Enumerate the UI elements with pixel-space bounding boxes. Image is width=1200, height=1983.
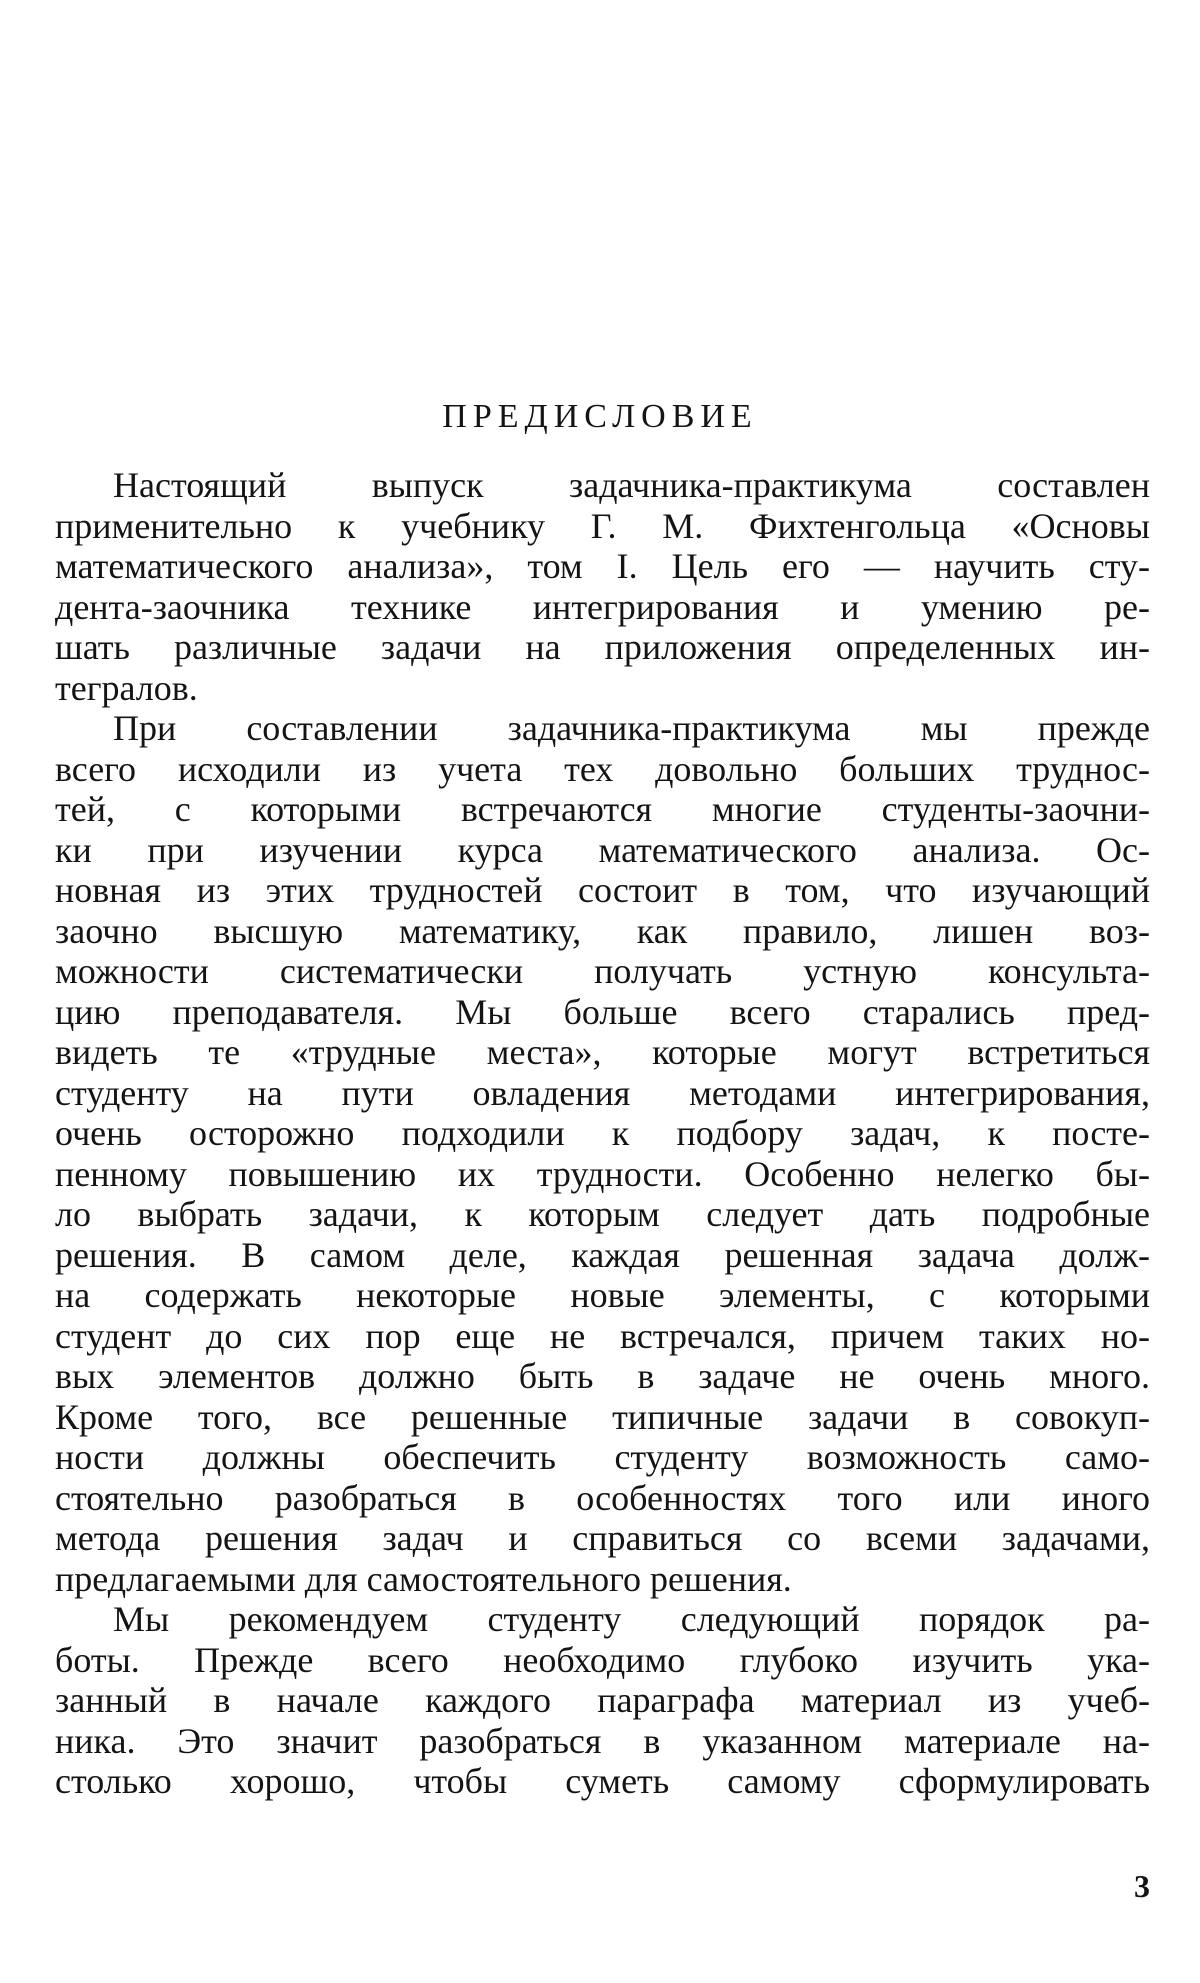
text-line: математического анализа», том I. Цель его — научить сту- (55, 546, 1150, 586)
text-line: Мы рекомендуем студенту следующий порядок ра- (113, 1599, 1150, 1639)
text-line: стоятельно разобраться в особенностях того или иного (55, 1477, 1150, 1518)
text-line: решения. В самом деле, каждая решенная задача долж- (55, 1234, 1150, 1275)
text-line: вых элементов должно быть в задаче не очень много. (55, 1356, 1150, 1396)
text-line: тегралов. (55, 667, 198, 708)
text-line: новная из этих трудностей состоит в том, что изучающий (55, 870, 1150, 910)
text-line: предлагаемыми для самостоятельного решения. (55, 1558, 792, 1599)
text-line: тей, с которыми встречаются многие студенты-заочни- (55, 789, 1150, 829)
text-line: на содержать некоторые новые элементы, с которыми (55, 1275, 1150, 1315)
text-line: видеть те «трудные места», которые могут встретиться (55, 1032, 1150, 1072)
text-line: ника. Это значит разобраться в указанном материале на- (55, 1720, 1150, 1761)
text-line: очень осторожно подходили к подбору задач, к посте- (55, 1113, 1150, 1153)
text-line: боты. Прежде всего необходимо глубоко изучить ука- (55, 1639, 1150, 1680)
text-line: ки при изучении курса математического анализа. Ос- (55, 829, 1150, 870)
text-line: заочно высшую математику, как правило, лишен воз- (55, 910, 1150, 951)
text-line: Настоящий выпуск задачника-практикума составлен (113, 465, 1150, 505)
text-line: студент до сих пор еще не встречался, причем таких но- (55, 1315, 1150, 1356)
text-line: применительно к учебнику Г. М. Фихтенгольца «Основы (55, 505, 1150, 546)
text-line: занный в начале каждого параграфа материал из учеб- (55, 1680, 1150, 1720)
page-title: ПРЕДИСЛОВИЕ (442, 398, 758, 435)
text-line: столько хорошо, чтобы суметь самому сформулировать (55, 1761, 1150, 1801)
text-line: При составлении задачника-практикума мы прежде (113, 708, 1150, 748)
text-line: пенному повышению их трудности. Особенно нелегко бы- (55, 1153, 1150, 1194)
text-line: метода решения задач и справиться со всеми задачами, (55, 1518, 1150, 1558)
text-line: цию преподавателя. Мы больше всего старались пред- (55, 991, 1150, 1032)
text-line: шать различные задачи на приложения определенных ин- (55, 627, 1150, 667)
text-line: можности систематически получать устную консульта- (55, 951, 1150, 991)
text-line: студенту на пути овладения методами интегрирования, (55, 1072, 1150, 1113)
text-line: Кроме того, все решенные типичные задачи в совокуп- (55, 1396, 1150, 1437)
text-line: дента-заочника технике интегрирования и умению ре- (55, 586, 1150, 627)
preface-text (55, 465, 1150, 1802)
text-line: ло выбрать задачи, к которым следует дать подробные (55, 1194, 1150, 1234)
page-number: 3 (1134, 1868, 1150, 1904)
text-line: всего исходили из учета тех довольно больших труднос- (55, 748, 1150, 789)
text-line: ности должны обеспечить студенту возможность само- (55, 1437, 1150, 1477)
